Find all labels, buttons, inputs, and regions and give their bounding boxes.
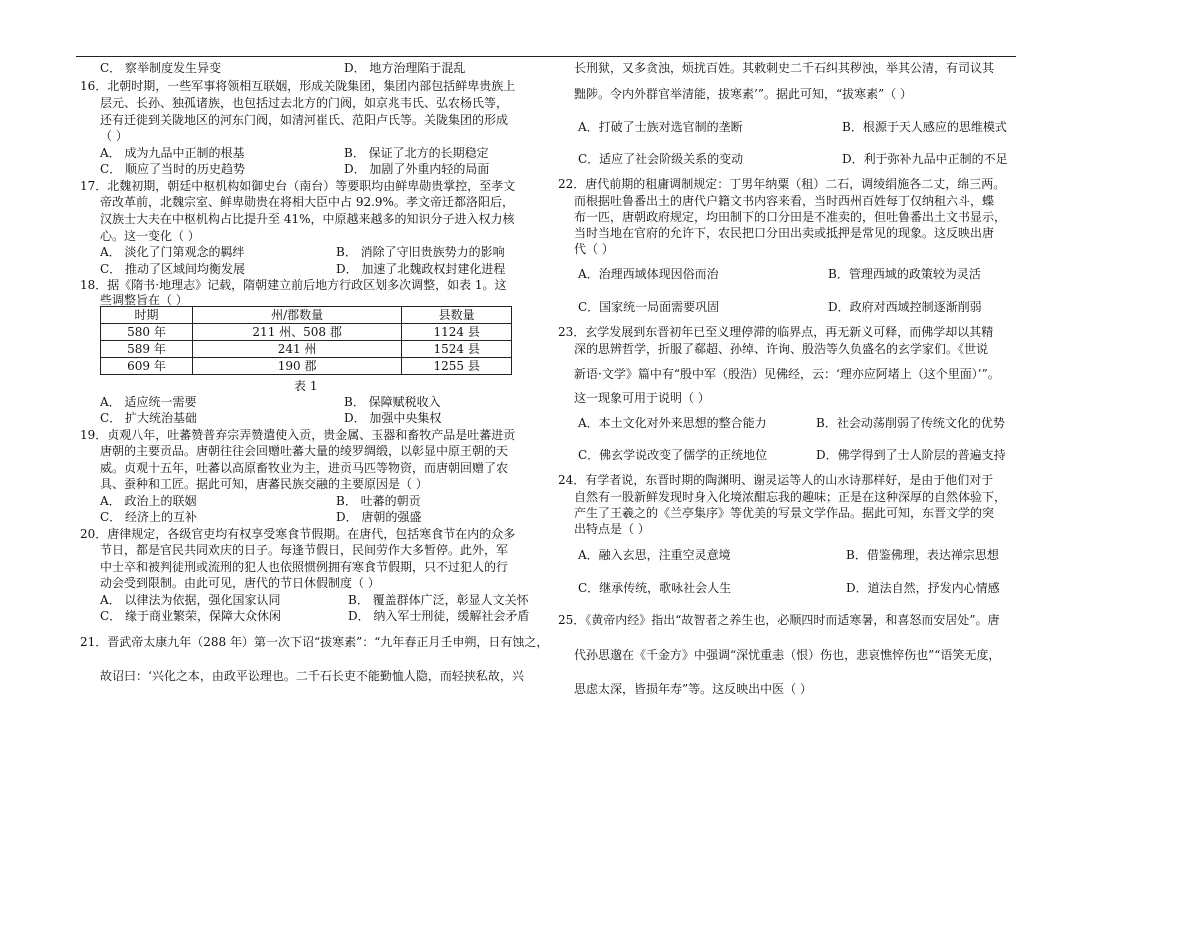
q24-stem-line4: 出特点是（ ） xyxy=(574,522,650,536)
table-cell: 211 州、508 郡 xyxy=(192,324,401,341)
q20-option-c: C． 缘于商业繁荣，保障大众休闲 xyxy=(100,609,281,623)
q23-stem-line1: 23．玄学发展到东晋初年已至义理停滞的临界点，再无新义可释，而佛学却以其精 xyxy=(558,325,994,339)
q15-option-d: D． 地方治理陷于混乱 xyxy=(344,61,466,75)
q16-option-d: D． 加剧了外重内轻的局面 xyxy=(344,162,490,176)
q20-stem-line2: 节日，都是官民共同欢庆的日子。每逢节假日，民间劳作大多暂停。此外，军 xyxy=(100,543,509,557)
q20-stem-line4: 动会受到限制。由此可见，唐代的节日休假制度（ ） xyxy=(100,576,380,590)
q23-option-d: D．佛学得到了士人阶层的普遍支持 xyxy=(816,448,1006,462)
q18-option-c: C． 扩大统治基础 xyxy=(100,411,197,425)
q16-option-a: A． 成为九品中正制的根基 xyxy=(100,146,245,160)
q21-option-d: D．利于弥补九品中正制的不足 xyxy=(842,152,1008,166)
table-header-cell: 县数量 xyxy=(402,307,512,324)
q24-option-d: D．道法自然，抒发内心情感 xyxy=(846,581,1000,595)
q18-option-b: B． 保障赋税收入 xyxy=(344,395,441,409)
q17-stem-line2: 帝改革前，北魏宗室、鲜卑勋贵在将相大臣中占 92.9%。孝文帝迁都洛阳后， xyxy=(100,195,514,209)
q23-stem-line4: 这一现象可用于说明（ ） xyxy=(574,391,710,405)
q20-option-d: D． 纳入军士刑徒，缓解社会矛盾 xyxy=(348,609,530,623)
q16-option-c: C． 顺应了当时的历史趋势 xyxy=(100,162,245,176)
q18-stem-line1: 18．据《隋书·地理志》记载，隋朝建立前后地方行政区划多次调整，如表 1。这 xyxy=(80,278,507,292)
q19-stem-line4: 具、蚕种和工匠。据此可知，唐蕃民族交融的主要原因是（ ） xyxy=(100,477,428,491)
q24-stem-line2: 自然有一股新鲜发现时身入化境浓酣忘我的趣味；正是在这种深厚的自然体验下， xyxy=(574,490,1007,504)
table-cell: 190 郡 xyxy=(192,358,401,375)
q23-option-a: A．本土文化对外来思想的整合能力 xyxy=(578,416,767,430)
table-header-row xyxy=(101,307,512,324)
q16-stem-line4: （ ） xyxy=(100,129,128,143)
q18-stem-line2: 些调整旨在（ ） xyxy=(100,293,188,307)
q21-option-c: C．适应了社会阶级关系的变动 xyxy=(578,152,744,166)
q21-option-a: A．打破了士族对选官制的垄断 xyxy=(578,120,743,134)
q19-option-b: B． 吐蕃的朝贡 xyxy=(336,494,421,508)
q19-stem-line2: 唐朝的主要贡品。唐朝往往会回赠吐蕃大量的绫罗绸缎，以彰显中原王朝的天 xyxy=(100,444,509,458)
q24-option-c: C．继承传统，歌咏社会人生 xyxy=(578,581,732,595)
q21-stem-line1: 21．晋武帝太康九年（288 年）第一次下诏“拔寒素”：“九年春正月壬申朔，日有蚀之， xyxy=(80,635,549,649)
header-rule xyxy=(76,56,1016,57)
table-row xyxy=(101,324,512,341)
q24-stem-line1: 24．有学者说，东晋时期的陶渊明、谢灵运等人的山水诗那样好，是由于他们对于 xyxy=(558,473,994,487)
q25-stem-line1: 25．《黄帝内经》指出“故智者之养生也，必顺四时而适寒暑，和喜怒而安居处”。唐 xyxy=(558,613,1000,627)
q22-stem-line4: 当时当地在官府的允许下，农民把口分田出卖或抵押是常见的现象。这反映出唐 xyxy=(574,226,995,240)
table-row xyxy=(101,358,512,375)
q21-cont-line1: 长刑狱，又多贪浊，烦扰百姓。其敕刺史二千石纠其秽浊，举其公清，有司议其 xyxy=(574,61,995,75)
table-header-cell: 时期 xyxy=(101,307,193,324)
q17-option-d: D． 加速了北魏政权封建化进程 xyxy=(336,262,506,276)
table-cell: 580 年 xyxy=(101,324,193,341)
q17-option-c: C． 推动了区域间均衡发展 xyxy=(100,262,245,276)
q22-option-d: D．政府对西域控制逐渐削弱 xyxy=(828,300,982,314)
q16-option-b: B． 保证了北方的长期稳定 xyxy=(344,146,489,160)
q17-option-a: A． 淡化了门第观念的羁绊 xyxy=(100,245,245,259)
table-cell: 1255 县 xyxy=(402,358,512,375)
table-cell: 609 年 xyxy=(101,358,193,375)
q17-stem-line1: 17．北魏初期，朝廷中枢机构如御史台（南台）等要职均由鲜卑勋贵掌控，至孝文 xyxy=(80,179,516,193)
q15-option-c: C． 察举制度发生异变 xyxy=(100,61,221,75)
q22-stem-line5: 代（ ） xyxy=(574,242,614,256)
q19-stem-line1: 19．贞观八年，吐蕃赞普弃宗弄赞遣使入贡，贵金属、玉器和畜牧产品是吐蕃进贡 xyxy=(80,428,516,442)
q17-stem-line3: 汉族士大夫在中枢机构占比提升至 41%，中原越来越多的知识分子进入权力核 xyxy=(100,212,515,226)
q22-option-c: C．国家统一局面需要巩固 xyxy=(578,300,720,314)
table-row xyxy=(101,341,512,358)
q21-option-b: B．根源于天人感应的思维模式 xyxy=(842,120,1007,134)
q23-stem-line3: 新语·文学》篇中有“殷中军（殷浩）见佛经，云：‘理亦应阿堵上（这个里面）’”。 xyxy=(574,367,1000,381)
q17-option-b: B． 消除了守旧贵族势力的影响 xyxy=(336,245,505,259)
q19-option-d: D． 唐朝的强盛 xyxy=(336,510,422,524)
table-cell: 241 州 xyxy=(192,341,401,358)
q17-stem-line4: 心。这一变化（ ） xyxy=(100,229,200,243)
q16-stem-line2: 层元、长孙、独孤诸族，也包括过去北方的门阀，如京兆韦氏、弘农杨氏等， xyxy=(100,96,509,110)
q23-option-c: C．佛玄学说改变了儒学的正统地位 xyxy=(578,448,768,462)
table-cell: 1124 县 xyxy=(402,324,512,341)
q18-table-caption: 表 1 xyxy=(294,379,318,393)
q25-stem-line3: 思虑太深，皆损年寿”等。这反映出中医（ ） xyxy=(574,682,812,696)
q24-stem-line3: 产生了王羲之的《兰亭集序》等优美的写景文学作品。据此可知，东晋文学的突 xyxy=(574,506,995,520)
q18-option-d: D． 加强中央集权 xyxy=(344,411,442,425)
q25-stem-line2: 代孙思邈在《千金方》中强调“深忧重恚（恨）伤也，悲哀憔悴伤也”“语笑无度， xyxy=(574,648,1001,662)
table-header-cell: 州/郡数量 xyxy=(192,307,401,324)
q18-option-a: A． 适应统一需要 xyxy=(100,395,197,409)
q22-option-b: B．管理西域的政策较为灵活 xyxy=(828,267,981,281)
q20-option-b: B． 覆盖群体广泛，彰显人文关怀 xyxy=(348,593,529,607)
q24-option-b: B．借鉴佛理，表达禅宗思想 xyxy=(846,548,999,562)
q22-stem-line1: 22．唐代前期的租庸调制规定：丁男年纳粟（租）二石，调绫绢施各二丈，绵三两。 xyxy=(558,177,1006,191)
q18-table xyxy=(100,306,512,375)
q21-stem-line2: 故诏曰：‘兴化之本，由政平讼理也。二千石长吏不能勤恤人隐，而轻挟私故，兴 xyxy=(100,669,524,683)
q23-stem-line2: 深的思辨哲学，折服了郗超、孙绰、许询、殷浩等久负盛名的玄学家们。《世说 xyxy=(574,342,989,356)
q19-stem-line3: 威。贞观十五年，吐蕃以高原畜牧业为主，进贡马匹等物资，而唐朝回赠了农 xyxy=(100,461,509,475)
q21-cont-line2: 黜陟。令内外群官举清能，拔寒素’”。据此可知，“拔寒素”（ ） xyxy=(574,87,913,101)
q19-option-a: A． 政治上的联姻 xyxy=(100,494,197,508)
q23-option-b: B．社会动荡削弱了传统文化的优势 xyxy=(816,416,1005,430)
q22-stem-line2: 而根据吐鲁番出土的唐代户籍文书内容来看，当时西州百姓每丁仅纳租六斗，蝶 xyxy=(574,194,995,208)
q19-option-c: C． 经济上的互补 xyxy=(100,510,197,524)
q22-stem-line3: 布一匹，唐朝政府规定，均田制下的口分田是不准卖的，但吐鲁番出土文书显示， xyxy=(574,210,1007,224)
table-cell: 1524 县 xyxy=(402,341,512,358)
table-cell: 589 年 xyxy=(101,341,193,358)
q16-stem-line3: 还有迁徙到关陇地区的河东门阀，如清河崔氏、范阳卢氏等。关陇集团的形成 xyxy=(100,113,509,127)
q24-option-a: A．融入玄思，注重空灵意境 xyxy=(578,548,731,562)
q16-stem-line1: 16．北朝时期，一些军事将领相互联姻，形成关陇集团，集团内部包括鲜卑贵族上 xyxy=(80,79,516,93)
q20-stem-line3: 中士卒和被判徒刑或流刑的犯人也依照惯例拥有寒食节假期，只不过犯人的行 xyxy=(100,560,509,574)
q22-option-a: A．治理西域体现因俗而治 xyxy=(578,267,719,281)
q20-option-a: A． 以律法为依据，强化国家认同 xyxy=(100,593,281,607)
q20-stem-line1: 20．唐律规定，各级官吏均有权享受寒食节假期。在唐代，包括寒食节在内的众多 xyxy=(80,527,516,541)
